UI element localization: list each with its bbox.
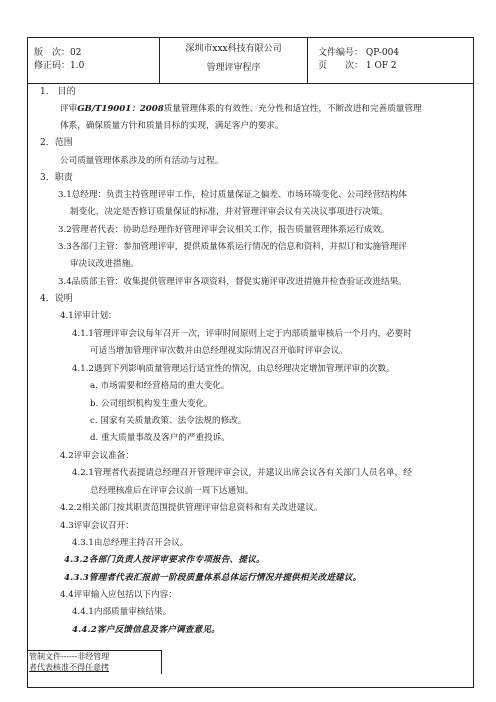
clause-4-2-1-line-2: 总经理核准后在评审会议前一周下达通知。 (90, 486, 254, 496)
clause-4-2-2: 4.2.2相关部门按其职责范围提供管理评审信息资料和有关改进建议。 (60, 503, 323, 513)
clause-4-1: 4.1评审计划： (60, 311, 117, 321)
clause-4-4-2: 4.4.2客户反馈信息及客户调查意见。 (72, 625, 221, 635)
list-item-b: b. 公司组织机构发生重大变化。 (90, 399, 213, 409)
section-3-title: 3．职责 (40, 173, 73, 183)
document-number: 文件编号： QP-004 (318, 48, 400, 58)
title-cell (160, 38, 308, 83)
clause-4-4-1: 4.4.1内部质量审核结果。 (72, 607, 172, 617)
section-1-line-2: 体系，确保质量方针和质量目标的实现，满足客户的要求。 (60, 121, 284, 131)
clause-4-1-1-line-1: 4.1.1管理评审会议每年召开一次，评审时间原则上定于内部质量审核后一个月内，必要时 (72, 329, 412, 339)
document-frame (27, 37, 474, 688)
document-title: 管理评审程序 (206, 63, 261, 73)
version-cell (28, 38, 160, 83)
clause-4-2-1-line-1: 4.2.1管理者代表提请总经理召开管理评审会议，并建议出席会议各有关部门人员名单，经 (72, 468, 412, 478)
section-1-title: 1． 目的 (40, 87, 76, 97)
section-2-title: 2．范围 (40, 138, 73, 148)
standard-code: GB/T19001：2008 (77, 104, 164, 114)
clause-4-3: 4.3评审会议召开： (60, 521, 134, 531)
clause-4-3-3: 4.3.3管理者代表汇报前一阶段质量体系总体运行情况并提供相关改进建议。 (64, 573, 362, 583)
clause-4-2: 4.2评审会议准备： (60, 451, 134, 461)
clause-4-3-1: 4.3.1由总经理主持召开会议。 (72, 538, 189, 548)
list-item-a: a. 市场需要和经营格局的重大变化。 (90, 381, 230, 391)
section-2-line-1: 公司质量管理体系涉及的所有活动与过程。 (60, 156, 224, 166)
duty-3-1-line-1: 3.1总经理：负责主持管理评审工作，检讨质量保证之偏差、市场环境变化、公司经营结构体 (58, 190, 407, 200)
list-item-c: c. 国家有关质量政策、法令法规的修改。 (90, 416, 247, 426)
clause-4-1-2: 4.1.2遇到下列影响质量管理运行适宜性的情况，由总经理决定增加管理评审的次数。 (72, 364, 395, 374)
doc-info-cell (308, 38, 473, 83)
duty-3-3-line-2: 审决议改进措施。 (70, 259, 139, 269)
version-label: 版 次：02 (34, 48, 82, 58)
duty-3-1-line-2: 制变化，决定是否修订质量保证的标准，并对管理评审会议有关决议事项进行决策。 (70, 207, 388, 217)
document-header (28, 38, 473, 84)
control-notice-line-2: 者代表核准不得任意拷 (29, 663, 109, 672)
clause-4-1-1-line-2: 可适当增加管理评审次数并由总经理视实际情况召开临时评审会议。 (90, 346, 348, 356)
company-name: 深圳市xxx科技有限公司 (185, 44, 282, 54)
control-notice-line-1: 管制文件------非经管理 (29, 652, 110, 661)
section-1-text: 质量管理体系的有效性、充分性和适宜性，不断改进和完善质量管理 (163, 104, 422, 114)
duty-3-4: 3.4品质部主管：收集提供管理评审各项资料，督促实施评审改进措施并检查验证改进结果。 (58, 277, 407, 287)
duty-3-3-line-1: 3.3各部门主管：参加管理评审，提供质量体系运行情况的信息和资料，并拟订和实施管理评 (58, 242, 407, 252)
section-1-text: 评审 (60, 104, 78, 114)
section-4-title: 4．说明 (40, 294, 73, 304)
page-info: 页 次： 1 OF 2 (318, 61, 397, 71)
revision-label: 修正码：1.0 (34, 61, 85, 71)
duty-3-2: 3.2管理者代表：协助总经理作好管理评审会议相关工作，报告质量管理体系运行成效。 (58, 225, 390, 235)
list-item-d: d. 重大质量事故及客户的严重投诉。 (90, 433, 230, 443)
section-1-line-1 (60, 103, 422, 115)
clause-4-4: 4.4评审输入应包括以下内容： (60, 590, 177, 600)
clause-4-3-2: 4.3.2各部门负责人按评审要求作专项报告、提议。 (64, 555, 265, 565)
control-notice (27, 650, 162, 674)
